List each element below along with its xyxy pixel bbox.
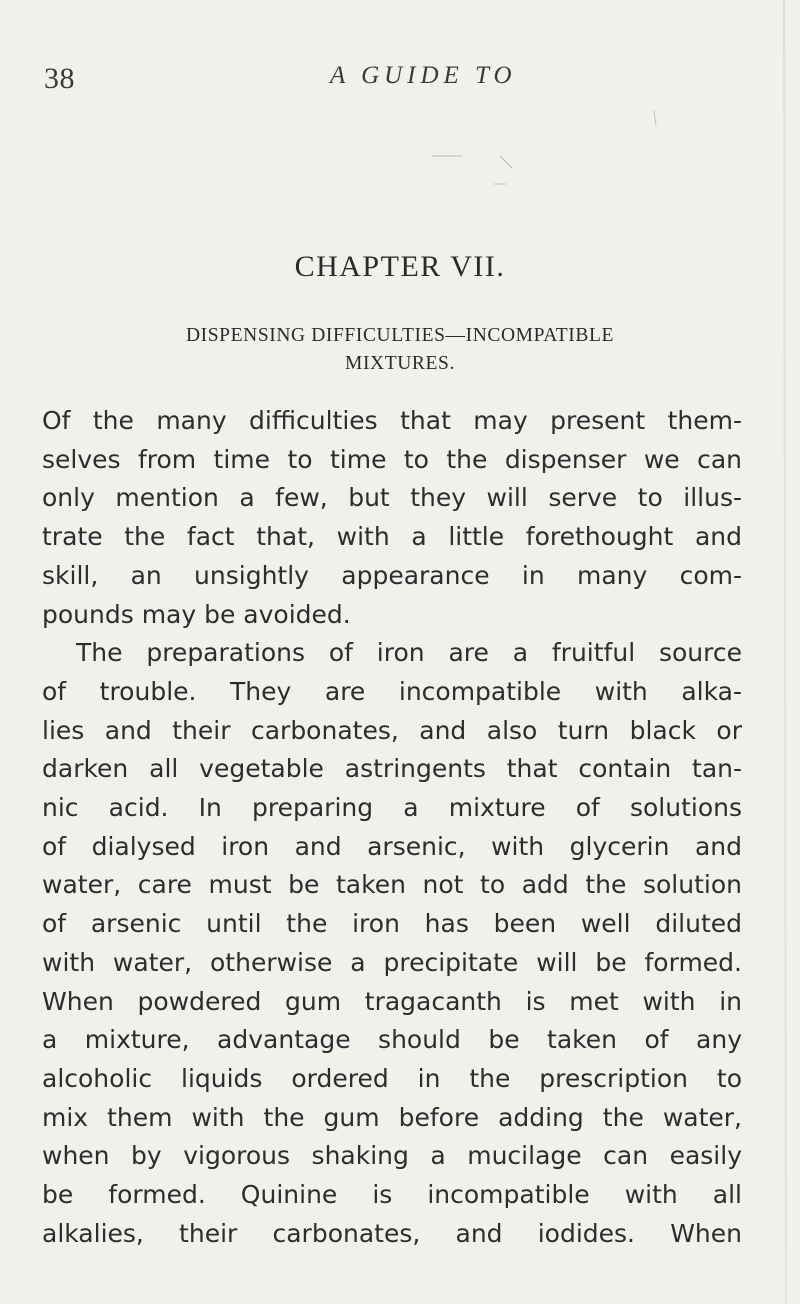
text-line: Of the many difficulties that may present them- bbox=[42, 406, 742, 435]
text-line: of arsenic until the iron has been well diluted bbox=[42, 909, 742, 939]
text-line: When powdered gum tragacanth is met with in bbox=[42, 986, 742, 1016]
text-line: pounds may be avoided. bbox=[42, 599, 351, 629]
text-line: lies and their carbonates, and also turn black or bbox=[42, 715, 742, 745]
text-line: skill, an unsightly appearance in many com- bbox=[42, 560, 742, 590]
text-line: mix them with the gum before adding the water, bbox=[42, 1102, 742, 1132]
text-line: nic acid. In preparing a mixture of solutions bbox=[42, 793, 742, 823]
text-line: water, care must be taken not to add the solution bbox=[42, 870, 742, 900]
body-paragraphs bbox=[42, 402, 742, 1253]
faint-mark bbox=[654, 110, 656, 126]
page-number: 38 bbox=[44, 62, 75, 95]
text-line: of trouble. They are incompatible with alka- bbox=[42, 676, 742, 706]
text-line: trate the fact that, with a little forethought and bbox=[42, 522, 742, 552]
chapter-title: CHAPTER VII. bbox=[294, 250, 506, 283]
text-line: of dialysed iron and arsenic, with glycerin and bbox=[42, 831, 742, 861]
text-line: The preparations of iron are a fruitful source bbox=[76, 638, 742, 668]
text-line: darken all vegetable astringents that contain tan- bbox=[42, 754, 742, 784]
text-line: only mention a few, but they will serve to illus- bbox=[42, 483, 742, 513]
page-edge-shadow bbox=[784, 0, 786, 1304]
text-line: be formed. Quinine is incompatible with all bbox=[42, 1180, 742, 1210]
text-line: alkalies, their carbonates, and iodides. When bbox=[42, 1218, 742, 1248]
text-line: with water, otherwise a precipitate will be formed. bbox=[42, 947, 742, 977]
text-line: alcoholic liquids ordered in the prescription to bbox=[42, 1063, 742, 1093]
faint-mark bbox=[500, 156, 512, 168]
subtitle-line: MIXTURES. bbox=[345, 353, 455, 374]
subtitle-line: DISPENSING DIFFICULTIES—INCOMPATIBLE bbox=[185, 325, 615, 346]
chapter-subtitle bbox=[0, 322, 800, 378]
running-head: A GUIDE TO bbox=[330, 62, 517, 89]
text-line: a mixture, advantage should be taken of any bbox=[42, 1025, 742, 1055]
text-line: when by vigorous shaking a mucilage can easily bbox=[42, 1141, 742, 1171]
text-line: selves from time to time to the dispenser we can bbox=[42, 444, 742, 474]
